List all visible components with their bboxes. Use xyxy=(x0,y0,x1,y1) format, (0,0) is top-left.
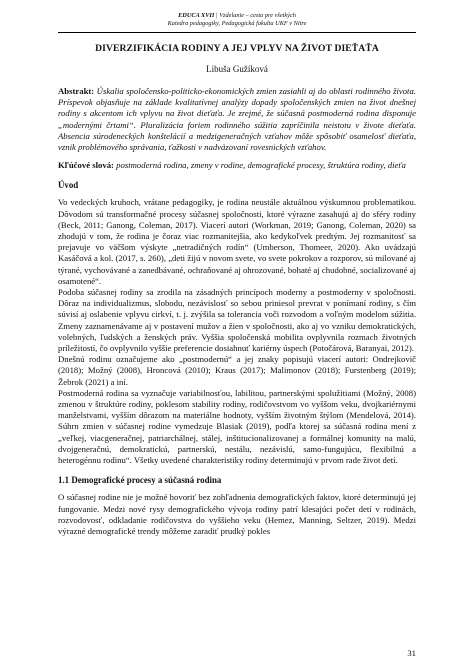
abstract-text: Úskalia spoločensko-politicko-ekonomických zmien zasiahli aj do oblasti rodinného života. Príspevok objasňuje na základe kvalitatívnej analýzy dopady spoločenských zmien na život dnešnej rodiny s akcentom ich vplyvu na život dieťaťa. Je zrejmé, že súčasná postmoderná rodina disponuje „modernými črtami“. Pluralizácia foriem rodinného súžitia zapríčinila neistotu v živote dieťaťa. Absencia súrodeneckých konštelácií a medzigeneračných vzťahov môže spôsobiť osamelosť dieťaťa, vznik problémového správania, ťažkosti v nadväzovaní rovesnických vzťahov. xyxy=(58,86,416,153)
paragraph: Dnešnú rodinu označujeme ako „postmodernú“ a jej znaky popisujú viacerí autori: Ondrejkovič (2018); Možný (2008), Hroncová (2010); Kraus (2017); Malimonov (2018); Furstenberg (2019); Žebrok (2021) a iní. xyxy=(58,354,416,387)
paragraph: Postmoderná rodina sa vyznačuje variabilnosťou, labilitou, partnerskými spolužitiami (Možný, 2008) zmenou v štruktúre rodiny, poklesom stability rodiny, rodičovstvom vo vyššom veku, dvojkariérnymi manželstvami, vyšším dôrazom na materiálne hodnoty, vyšším životným štýlom (Mendelová, 2014). Súhrn zmien v súčasnej rodine vymedzuje Blasiak (2019), podľa ktorej sa súčasná rodina mení z „veľkej, viacgeneračnej, patriarchálnej, stálej, inštitucionalizovanej a formálnej komunity na malú, dvojgeneračnú, demokratickú, partnerskú, nestálu, nezávislú, samo-fungujúcu, flexibilnú a heterogénnu rodinu“. Všetky uvedené charakteristiky rodiny determinujú v prvom rade život detí. xyxy=(58,387,416,466)
header-line-1 xyxy=(58,12,416,20)
paragraph: Vo vedeckých kruhoch, vrátane pedagogiky, je rodina neustále aktuálnou výskumnou problematikou. Dôvodom sú transformačné procesy súčasnej spoločnosti, ktoré výrazne zasahujú aj do sféry rodiny (Beck, 2011; Ganong, Coleman, 2017). Viacerí autori (Workman, 2019; Ganong, Coleman, 2020) sa zhodujú v tom, že rodina je čoraz viac rozmanitejšia, ako kedykoľvek predtým. Jej rozmanitosť sa prejavuje vo väčšom výskyte „netradičných rodín“ (Umberson, Thomeer, 2020). Ako uvádzajú Kasáčová a kol. (2017, s. 260), „deti žijú v novom svete, vo svete pokrokov a rozporov, sú milované aj týrané, vychovávané a zanedbávané, ochraňované aj ohrozované, bohaté aj chudobné, socializované aj osamotené“. xyxy=(58,197,416,286)
header-divider xyxy=(58,32,416,33)
paper-title: DIVERZIFIKÁCIA RODINY A JEJ VPLYV NA ŽIVOT DIEŤAŤA xyxy=(95,43,379,54)
header-conference-name: EDUCA XVII xyxy=(178,12,215,19)
page-number: 31 xyxy=(407,648,416,658)
keywords-label: Kľúčové slová: xyxy=(58,160,114,171)
running-header xyxy=(58,0,416,33)
header-line-2: Katedra pedagogiky, Pedagogická fakulta UKF v Nitre xyxy=(167,20,307,27)
paragraph: O súčasnej rodine nie je možné hovoriť bez zohľadnenia demografických faktov, ktoré determinujú jej fungovanie. Medzi nové rysy demografického vývoja rodiny patrí klesajúci počet detí v rodinách, rozvodovosť, odkladanie rodičovstva do vyššieho veku (Hemez, Manning, Seltzer, 2019). Medzi výrazné demografické trendy môžeme zaradiť prudký pokles xyxy=(58,492,416,536)
paragraph: Podoba súčasnej rodiny sa zrodila na zásadných princípoch moderny a postmoderny v spoločnosti. Dôraz na individualizmus, slobodu, nezávislosť so sebou priniesol prevrat v ponímaní rodiny, s čím súvisí aj oslabenie vplyvu cirkví, t. j. zvýšila sa tolerancia voči rozvodom a voľným modelom súžitia. Zmeny zaznamenávame aj v postavení mužov a žien v spoločnosti, ako aj vo vzniku demokratických, volebných, ľudských a ženských práv. Vyššia spoločenská mobilita ovplyvnila rozmach životných príležitostí, čo ovplyvnilo vyššie preferencie dosiahnuť kariérny úspech (Potočárová, Baranyai, 2012). xyxy=(58,287,416,354)
section-heading-intro: Úvod xyxy=(58,180,79,191)
section-heading-1-1: 1.1 Demografické procesy a súčasná rodina xyxy=(58,475,222,486)
keywords xyxy=(58,160,416,171)
keywords-text: postmoderná rodina, zmeny v rodine, demografické procesy, štruktúra rodiny, dieťa xyxy=(116,160,406,171)
abstract xyxy=(58,86,416,153)
header-conference-subtitle: | Vzdelanie – cesta pre všetkých xyxy=(214,12,296,19)
abstract-label: Abstrakt: xyxy=(58,86,95,96)
author-name: Libuša Gužíková xyxy=(206,64,268,74)
